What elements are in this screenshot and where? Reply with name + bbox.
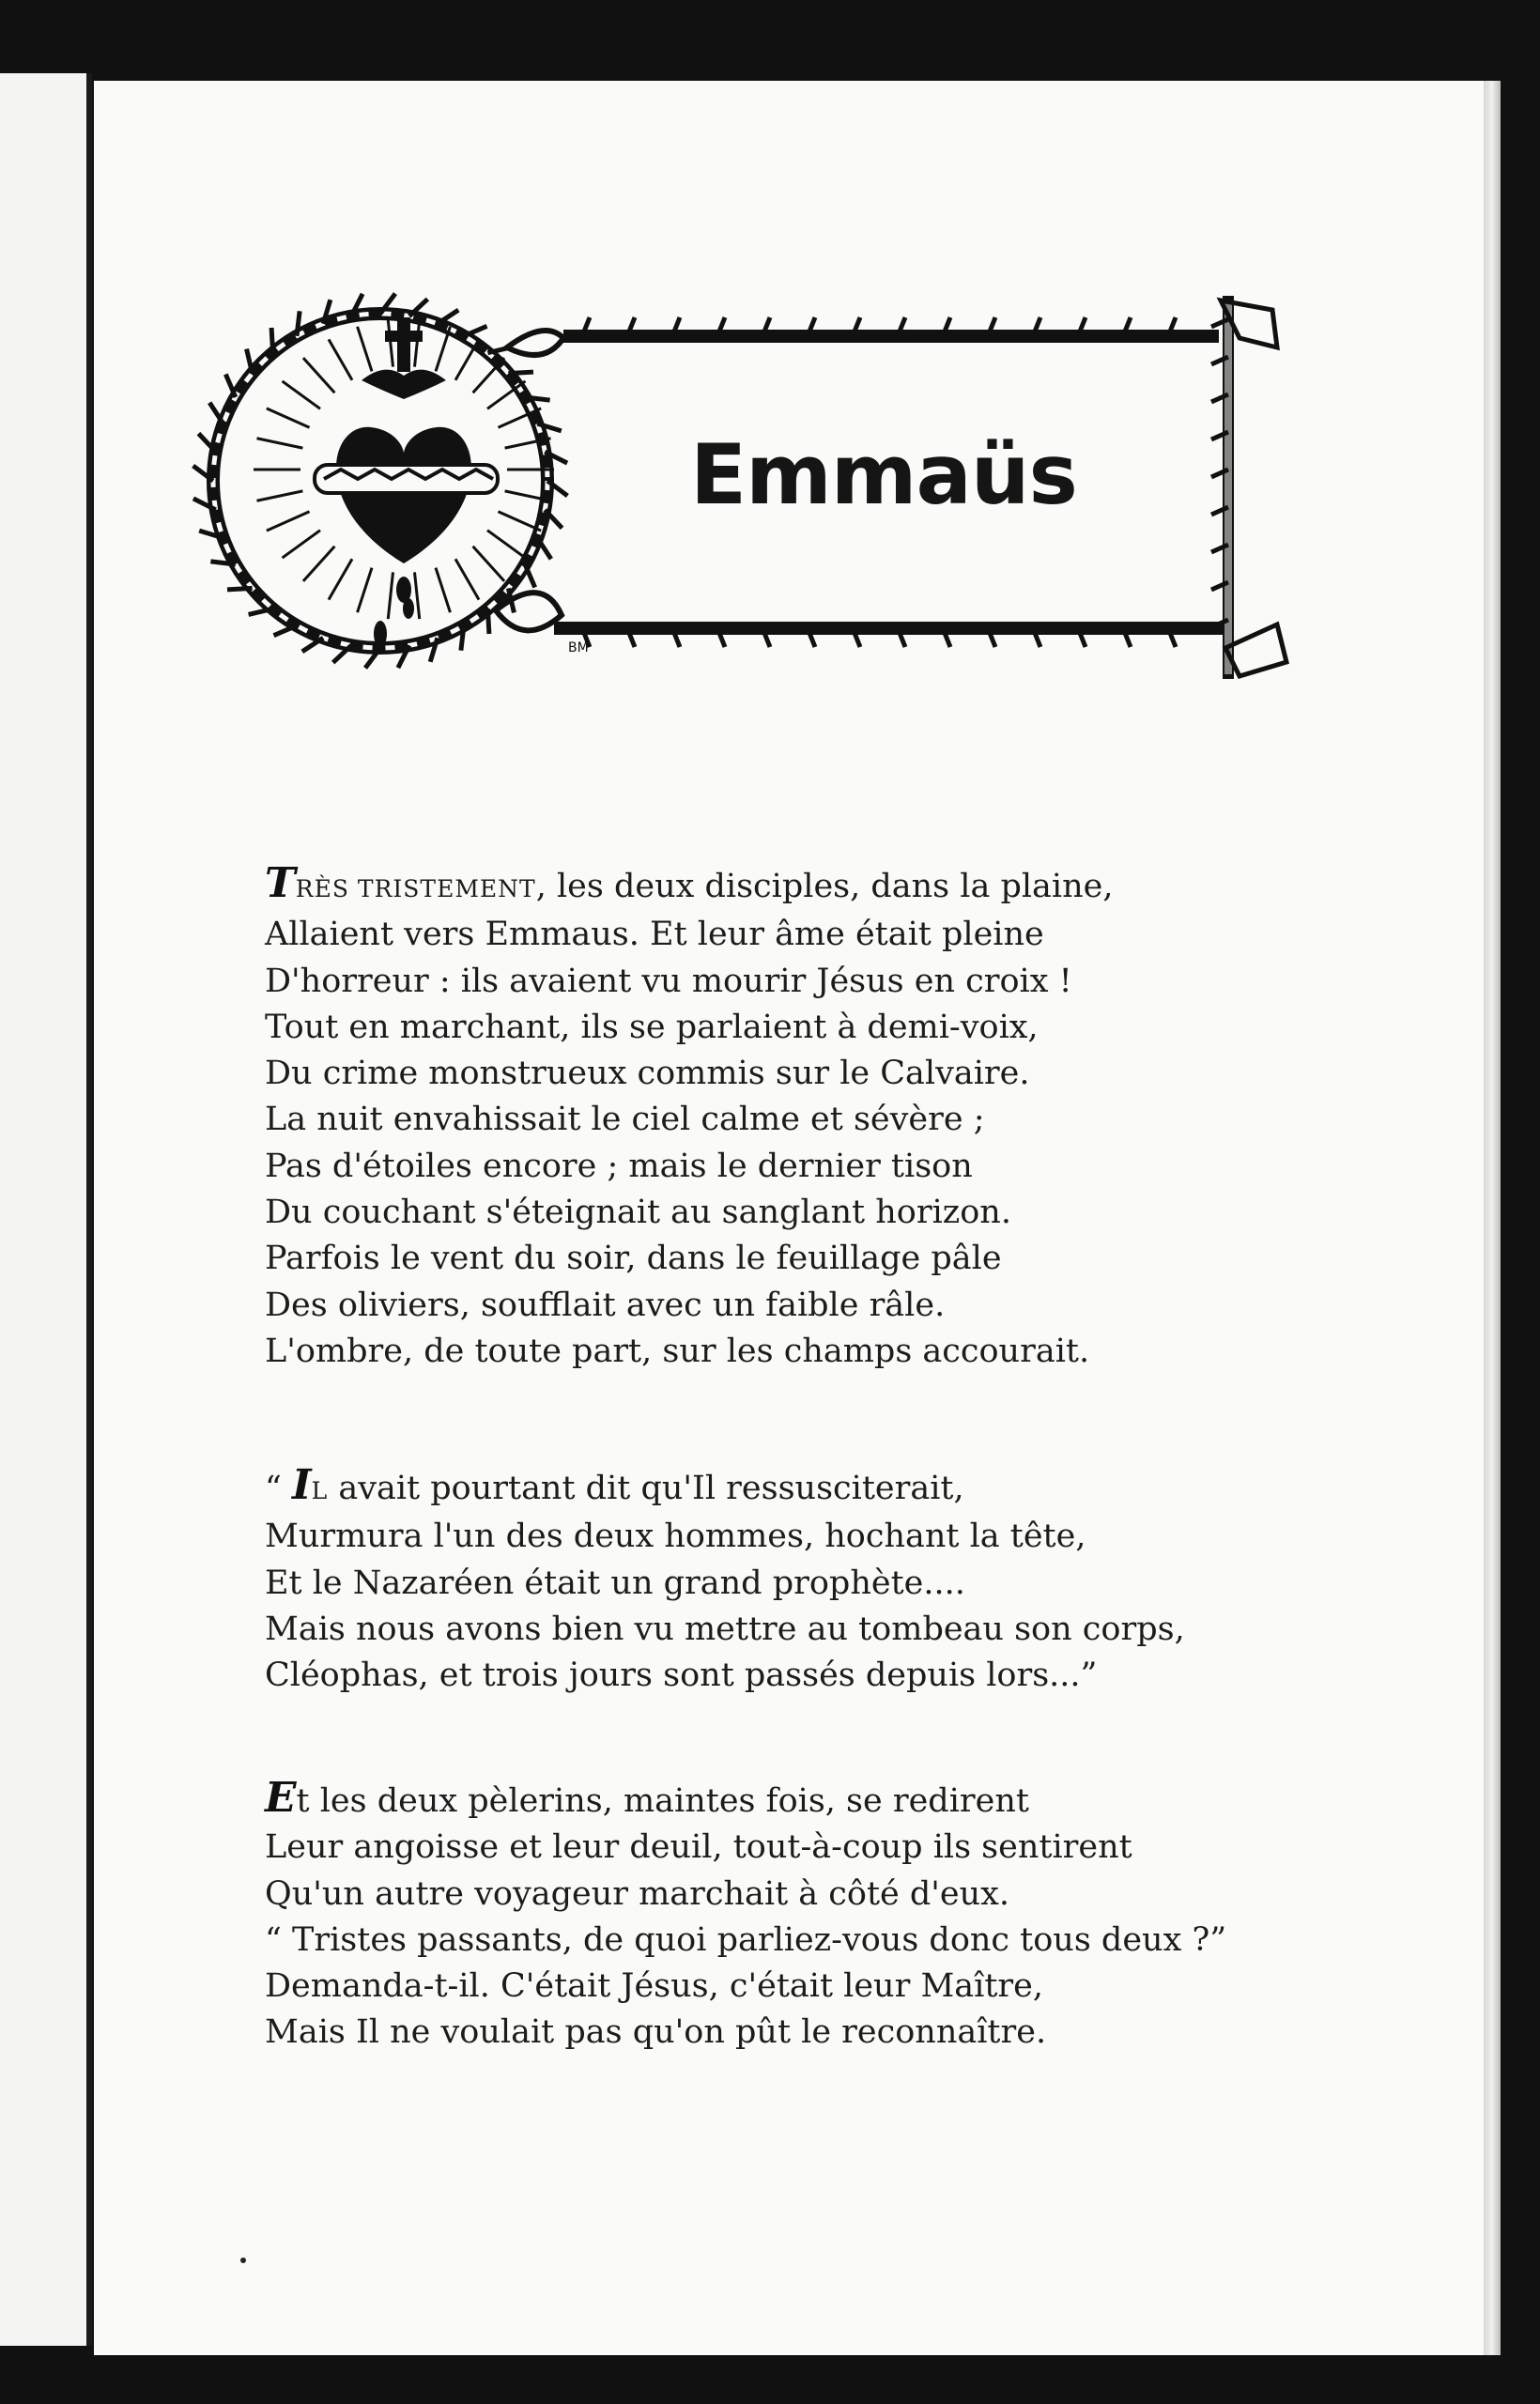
poem-line: Des oliviers, soufflait avec un faible râle. (265, 1286, 946, 1324)
poem-line: Mais Il ne voulait pas qu'on pût le reconnaître. (265, 2013, 1047, 2052)
ray-line (256, 439, 302, 448)
page-title: Emmaüs (690, 426, 1077, 523)
ray-line (455, 559, 479, 599)
ray-line (303, 358, 334, 393)
thorn (297, 311, 300, 335)
poem-line: “ Tristes passants, de quoi parliez-vous donc tous deux ?” (265, 1920, 1227, 1959)
ray-line (436, 327, 450, 372)
poem-line: Cléophas, et trois jours sont passés depuis lors...” (265, 1657, 1098, 1695)
ray-line (329, 559, 352, 599)
poem-line: Du crime monstrueux commis sur le Calvaire. (265, 1055, 1030, 1093)
drop-cap: I (292, 1461, 312, 1509)
ray-line (388, 572, 393, 619)
poem-line: Murmura l'un des deux hommes, hochant la tête, (265, 1518, 1086, 1556)
ray-line (283, 531, 320, 558)
ink-speck (240, 2258, 246, 2263)
thorn (227, 588, 253, 589)
ray-line (498, 512, 541, 531)
ray-line (267, 408, 310, 427)
thorn (525, 397, 549, 400)
ray-line (473, 547, 504, 581)
stanza-3 (265, 1774, 1227, 2057)
ray-line (303, 547, 334, 581)
line-text: avait pourtant dit qu'Il ressusciterait, (328, 1470, 964, 1507)
ray-line (329, 339, 352, 379)
artist-monogram: BM (568, 640, 589, 655)
ray-line (267, 512, 310, 531)
ray-line (283, 381, 320, 408)
poem-line: Allaient vers Emmaus. Et leur âme était pleine (265, 916, 1044, 954)
stanza-1 (265, 859, 1114, 1375)
ray-line (436, 568, 450, 613)
line-text: t les deux pèlerins, maintes fois, se redirent (296, 1782, 1029, 1820)
sacred-heart-icon (315, 317, 498, 647)
small-caps-opening: L (311, 1477, 329, 1504)
poem-line: L'ombre, de toute part, sur les champs accourait. (265, 1332, 1090, 1370)
thorn (508, 372, 533, 373)
thorn (487, 609, 488, 634)
poem-line: D'horreur : ils avaient vu mourir Jésus en croix ! (265, 962, 1072, 1000)
poem-line: Leur angoisse et leur deuil, tout-à-coup ils sentirent (265, 1828, 1132, 1867)
thorn (210, 562, 235, 564)
ray-line (487, 531, 525, 558)
thorn (461, 625, 464, 650)
poem-line: Du couchant s'éteignait au sanglant horizon. (265, 1194, 1011, 1232)
poem-line: Tout en marchant, ils se parlaient à demi-voix, (265, 1008, 1039, 1046)
thorn (271, 328, 272, 353)
ray-line (414, 572, 419, 619)
poem-line: Parfois le vent du soir, dans le feuillage pâle (265, 1240, 1002, 1278)
drop-cap: T (265, 859, 296, 907)
small-caps-opening: RÈS TRISTEMENT (295, 875, 536, 902)
poem-line: Mais nous avons bien vu mettre au tombeau son corps, (265, 1610, 1185, 1648)
ray-line (473, 358, 504, 393)
poem-line (265, 1774, 1226, 1825)
poem-line: Et le Nazaréen était un grand prophète.... (265, 1564, 965, 1602)
open-quote: “ (265, 1470, 293, 1507)
poem-line: Pas d'étoiles encore ; mais le dernier tison (265, 1147, 973, 1185)
stanza-2 (265, 1461, 1185, 1699)
ray-line (388, 320, 393, 367)
poem-line (265, 859, 1114, 912)
drop-cap: E (265, 1774, 297, 1822)
line-text: , les deux disciples, dans la plaine, (535, 868, 1114, 905)
poem-line: Demanda-t-il. C'était Jésus, c'était leur Maître, (265, 1967, 1043, 2006)
ray-line (414, 320, 419, 367)
ray-line (358, 327, 372, 372)
poem-line: Qu'un autre voyageur marchait à côté d'eux. (265, 1874, 1010, 1913)
poem-line (265, 1461, 1185, 1514)
ray-line (256, 491, 302, 501)
ray-line (358, 568, 372, 613)
poem-line: La nuit envahissait le ciel calme et sévère ; (265, 1101, 985, 1139)
thorn-frame-illustration (0, 0, 1540, 751)
